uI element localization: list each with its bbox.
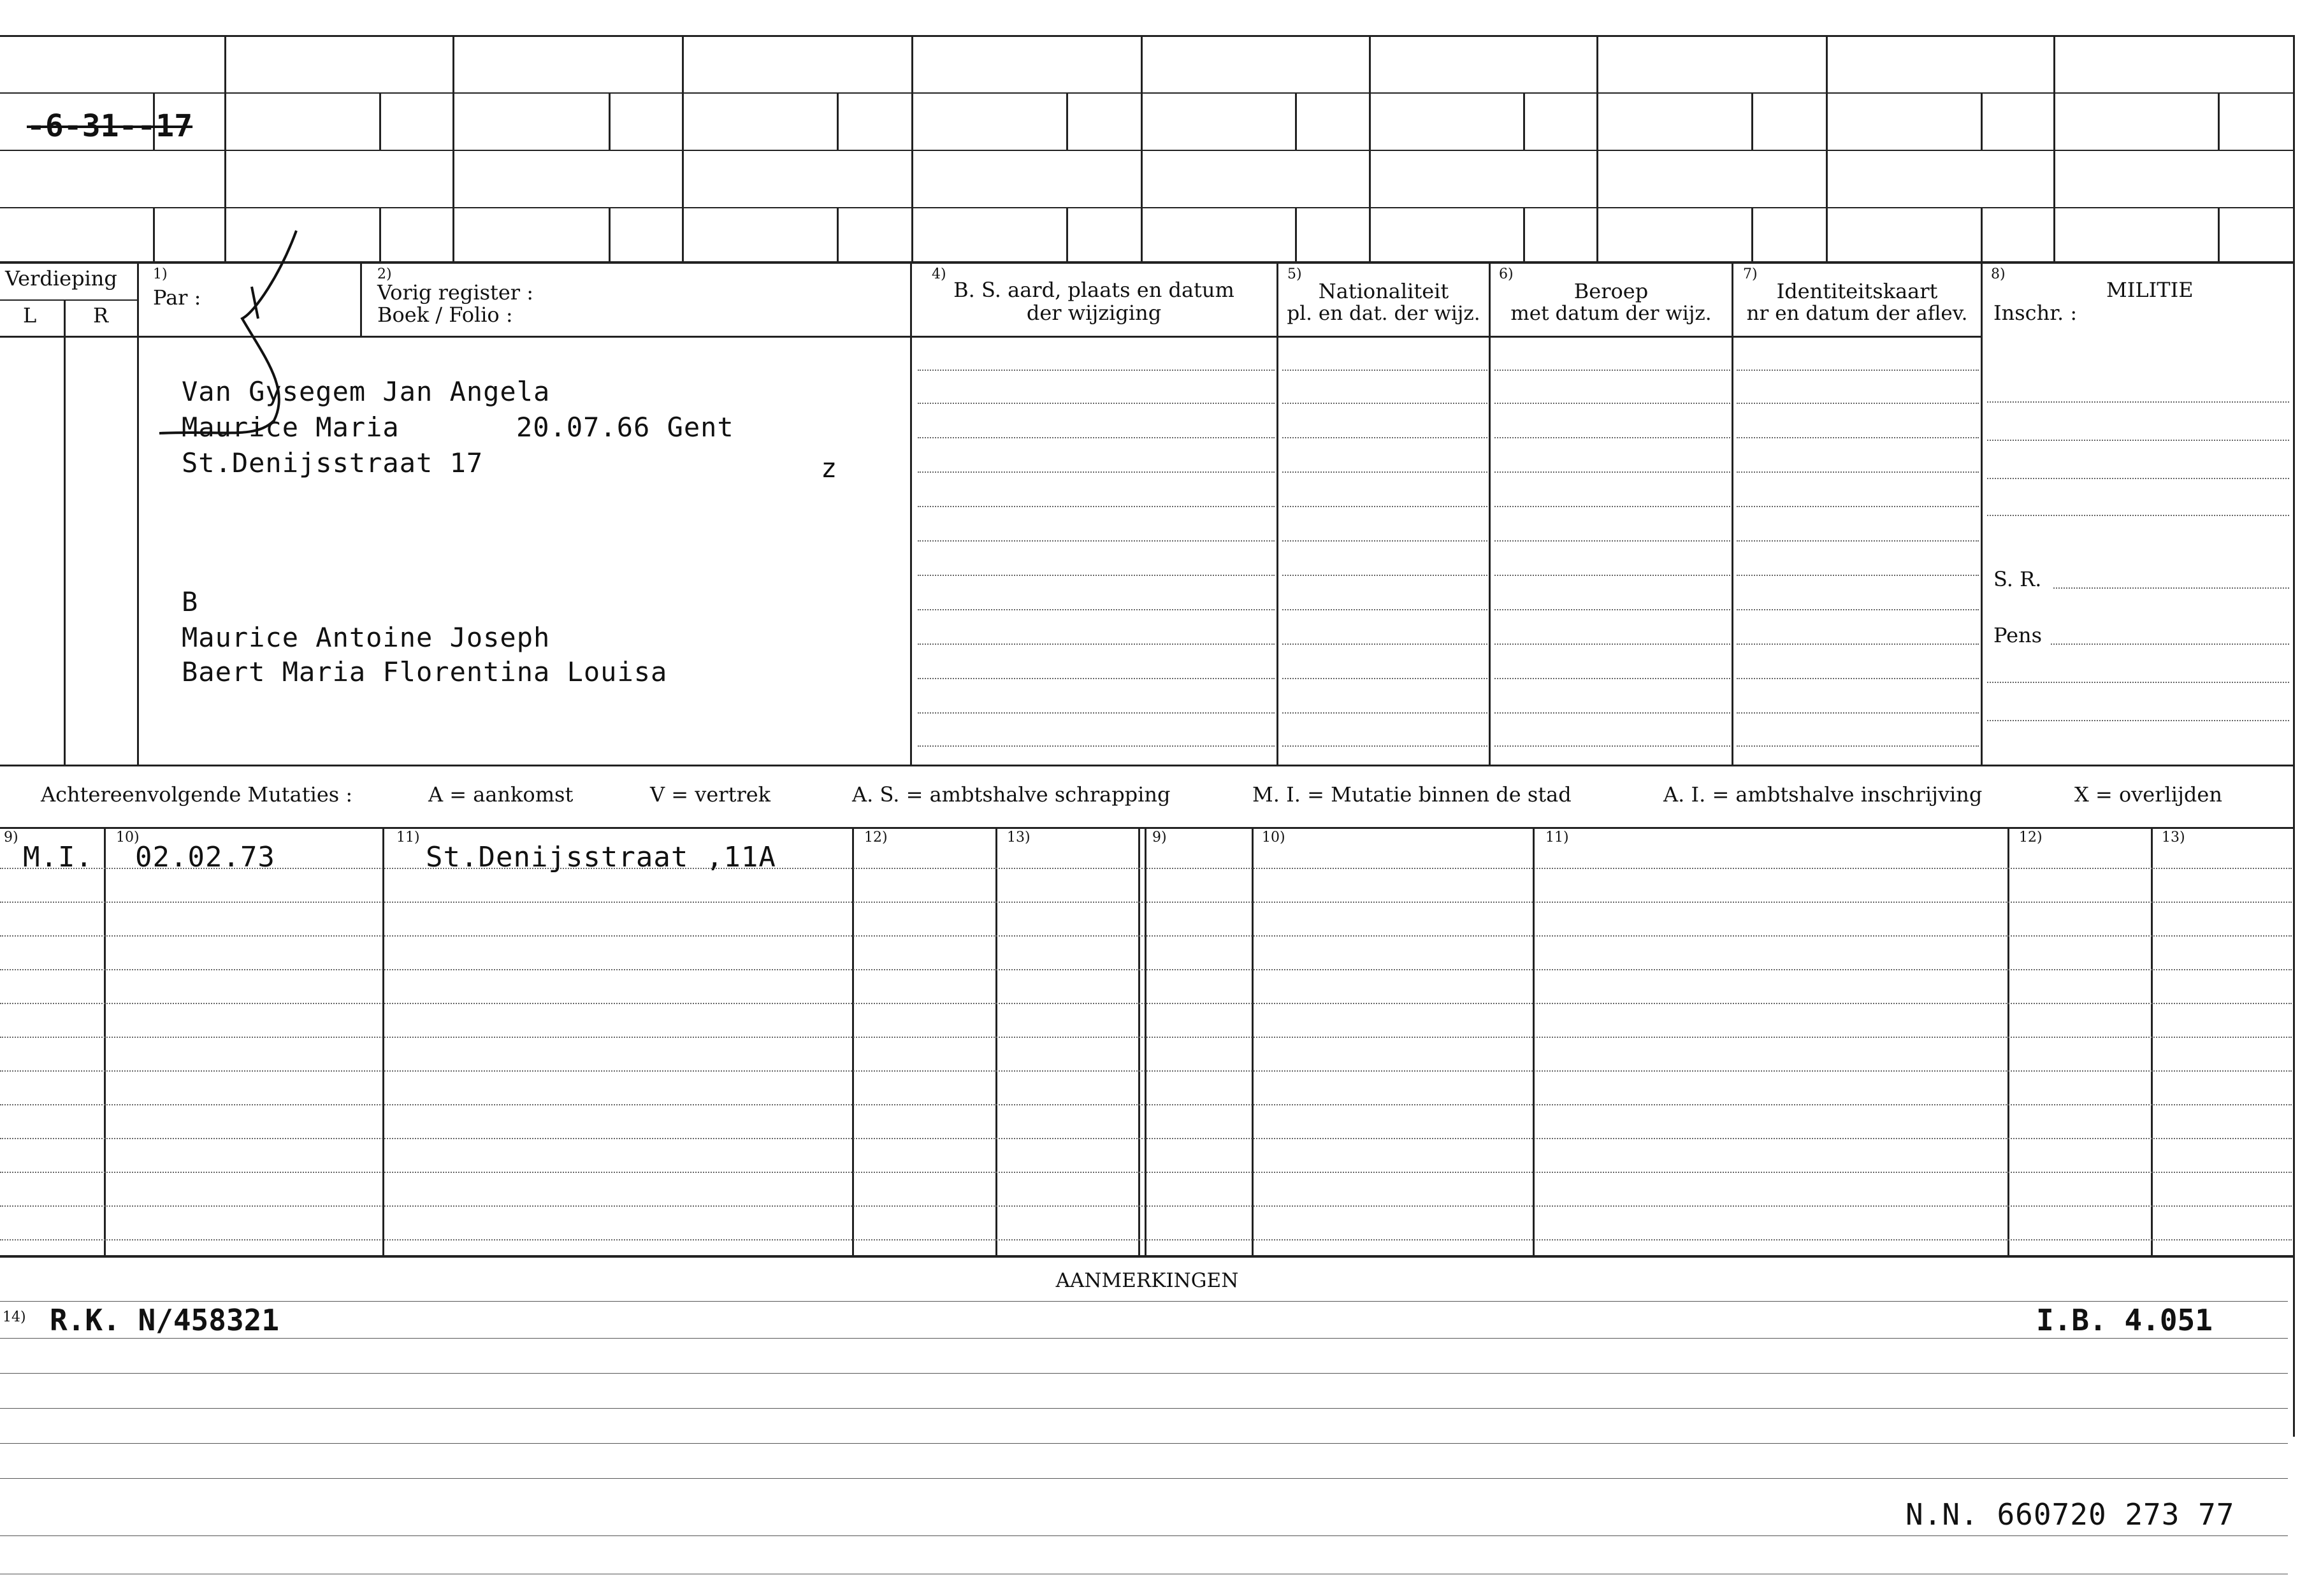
nn-number: N.N. 660720 273 77	[1906, 1497, 2235, 1532]
mark-z: z	[821, 452, 838, 484]
sr-label: S. R.	[1993, 567, 2042, 591]
father-name: Maurice Antoine Joseph	[182, 622, 551, 653]
mut-col-13b: 13)	[2162, 830, 2185, 845]
inschr-label: Inschr. :	[1993, 301, 2078, 325]
nationaliteit-sublabel: pl. en dat. der wijz.	[1287, 302, 1480, 325]
aanmerkingen-title: AANMERKINGEN	[1055, 1269, 1239, 1292]
mut-col-12b: 12)	[2019, 830, 2043, 845]
legend-v: V = vertrek	[650, 782, 771, 807]
verdieping-right-label: R	[93, 303, 109, 327]
mut-col-12: 12)	[864, 830, 888, 845]
mutation-address: St.Denijsstraat ,11A	[426, 841, 776, 873]
beroep-sublabel: met datum der wijz.	[1510, 302, 1712, 325]
rk-number: R.K. N/458321	[50, 1303, 280, 1337]
person-birth: 20.07.66 Gent	[516, 412, 734, 443]
boek-folio-label: Boek / Folio :	[377, 303, 513, 327]
column-2-number: 2)	[377, 266, 392, 282]
mut-col-10b: 10)	[1262, 830, 1285, 845]
person-name-line1: Van Gysegem Jan Angela	[182, 376, 551, 407]
aanmerkingen-number: 14)	[3, 1309, 26, 1325]
beroep-label: Beroep	[1573, 279, 1649, 303]
legend-mi: M. I. = Mutatie binnen de stad	[1252, 782, 1572, 807]
mut-col-9b: 9)	[1152, 830, 1167, 845]
mutaties-title: Achtereenvolgende Mutaties :	[41, 782, 353, 807]
bs-label-line1: B. S. aard, plaats en datum	[953, 278, 1234, 302]
mut-col-11: 11)	[396, 830, 420, 845]
column-4-number: 4)	[932, 266, 946, 282]
identiteitskaart-sublabel: nr en datum der aflev.	[1746, 302, 1968, 325]
mut-col-10: 10)	[116, 830, 140, 845]
identiteitskaart-label: Identiteitskaart	[1776, 279, 1938, 303]
mut-col-11b: 11)	[1545, 830, 1569, 845]
card-number: -6-31--17	[27, 108, 193, 144]
mutation-type: M.I.	[23, 841, 93, 873]
mutation-date: 02.02.73	[135, 841, 275, 873]
bs-label-line2: der wijziging	[1026, 301, 1162, 325]
column-7-number: 7)	[1743, 266, 1758, 282]
legend-ai: A. I. = ambtshalve inschrijving	[1663, 782, 1983, 807]
column-5-number: 5)	[1287, 266, 1302, 282]
ib-number: I.B. 4.051	[2036, 1303, 2213, 1337]
pen-stroke-mark	[147, 223, 312, 452]
mother-name: Baert Maria Florentina Louisa	[182, 656, 668, 687]
legend-a: A = aankomst	[428, 782, 574, 807]
nationaliteit-label: Nationaliteit	[1318, 279, 1449, 303]
column-1-number: 1)	[153, 266, 168, 282]
legend-as: A. S. = ambtshalve schrapping	[852, 782, 1171, 807]
pens-label: Pens	[1993, 623, 2043, 647]
column-6-number: 6)	[1499, 266, 1514, 282]
mark-b: B	[182, 586, 199, 617]
column-8-number: 8)	[1991, 266, 2006, 282]
verdieping-label: Verdieping	[5, 266, 117, 291]
par-label: Par :	[153, 285, 201, 310]
person-name-line2: Maurice Maria	[182, 412, 400, 443]
legend-x: X = overlijden	[2074, 782, 2222, 807]
verdieping-left-label: L	[23, 303, 37, 327]
militie-label: MILITIE	[2106, 278, 2194, 302]
vorig-register-label: Vorig register :	[377, 280, 534, 305]
mut-col-9: 9)	[4, 830, 18, 845]
mut-col-13: 13)	[1007, 830, 1031, 845]
person-address: St.Denijsstraat 17	[182, 447, 484, 478]
